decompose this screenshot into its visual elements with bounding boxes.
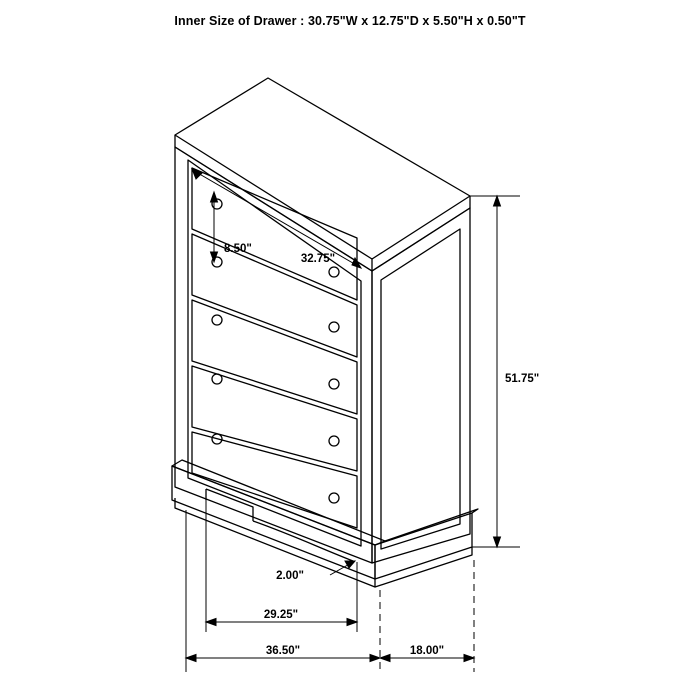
arrow-height-top xyxy=(494,196,501,206)
arrow-drawer-width-left xyxy=(192,169,202,179)
drawer-handle-4-right xyxy=(329,436,339,446)
dimension-height-overall xyxy=(470,196,520,547)
chest-top-surface xyxy=(175,78,470,259)
arrow-width-left xyxy=(186,655,196,662)
arrow-depth-right xyxy=(464,655,474,662)
label-height-overall: 51.75" xyxy=(505,373,540,385)
base-front xyxy=(172,466,375,579)
base-bottom-rail-side xyxy=(375,547,472,587)
drawer-face-5 xyxy=(192,432,357,528)
base-bottom-rail xyxy=(175,498,375,587)
toe-kick-arc xyxy=(253,521,353,561)
drawer-handle-2-right xyxy=(329,322,339,332)
arrow-base-left xyxy=(206,619,216,626)
chest-body xyxy=(172,78,478,587)
drawer-face-4 xyxy=(192,366,357,471)
arrow-toe-kick xyxy=(345,561,355,568)
label-depth-overall: 18.00" xyxy=(409,645,445,657)
drawer-handle-3-right xyxy=(329,379,339,389)
chest-side-inner-frame xyxy=(381,229,460,549)
label-base-width: 29.25" xyxy=(263,609,299,621)
drawer-handle-5-right xyxy=(329,493,339,503)
label-width-overall: 36.50" xyxy=(265,645,301,657)
label-toe-kick-height: 2.00" xyxy=(276,570,304,582)
page-title: Inner Size of Drawer : 30.75"W x 12.75"D x 5.50"H x 0.50"T xyxy=(174,14,526,28)
drawer-face-3 xyxy=(192,300,357,414)
dim-line-drawer-width xyxy=(196,172,358,266)
drawer-handle-4-left xyxy=(212,374,222,384)
chest-base xyxy=(172,460,478,587)
drawer-handle-1-right xyxy=(329,267,339,277)
chest-top-right-edge xyxy=(372,196,470,271)
arrow-depth-left xyxy=(380,655,390,662)
label-drawer-face-width: 32.75" xyxy=(300,253,336,265)
label-drawer-face-height: 8.50" xyxy=(224,243,252,255)
arrow-base-right xyxy=(347,619,357,626)
chest-side-face xyxy=(372,208,470,563)
dimension-drawer-face-height xyxy=(211,192,218,262)
arrow-drawer-height-top xyxy=(211,192,218,202)
arrow-height-bottom xyxy=(494,537,501,547)
drawer-handle-3-left xyxy=(212,315,222,325)
